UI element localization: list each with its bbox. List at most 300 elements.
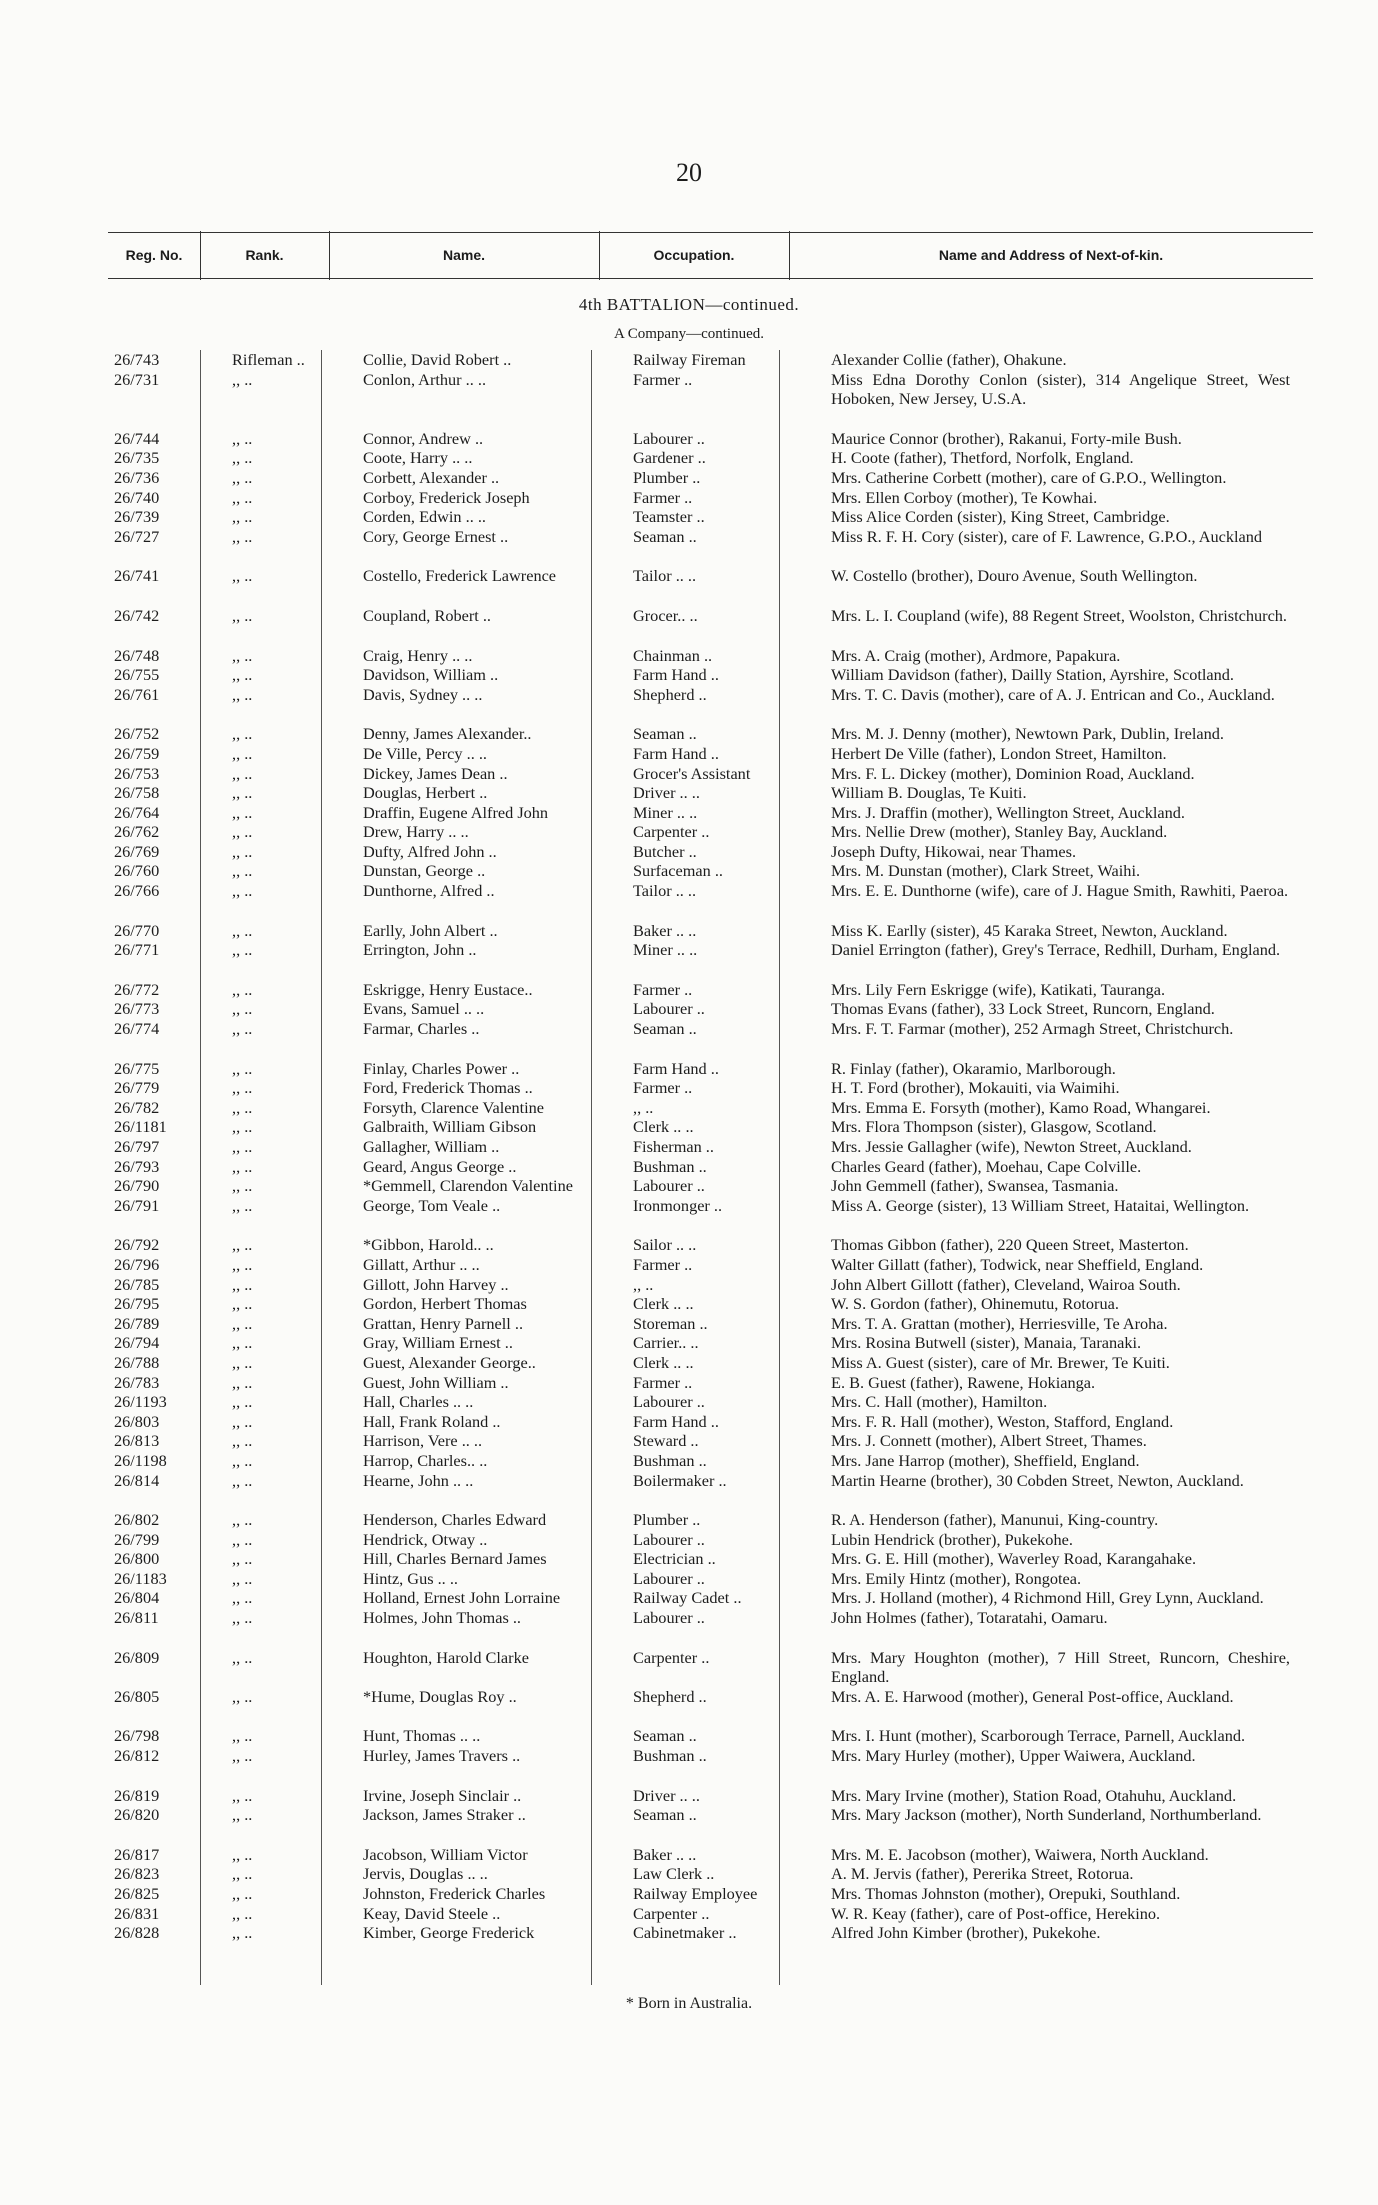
table-row bbox=[100, 1412, 1320, 1432]
occupation-cell: Plumber .. bbox=[633, 467, 701, 487]
reg-no-cell: 26/809 bbox=[114, 1647, 160, 1667]
name-cell: *Hume, Douglas Roy .. bbox=[363, 1686, 517, 1706]
table-row bbox=[100, 1137, 1320, 1157]
table-row bbox=[100, 1904, 1320, 1924]
rank-cell: ,, .. bbox=[232, 1058, 253, 1078]
next-of-kin-cell: Mrs. F. L. Dickey (mother), Dominion Road, Auckland. bbox=[831, 763, 1195, 783]
rank-cell: ,, .. bbox=[232, 861, 253, 881]
table-row bbox=[100, 1314, 1320, 1334]
rank-cell: ,, .. bbox=[232, 763, 253, 783]
next-of-kin-cell: Mrs. Flora Thompson (sister), Glasgow, Scotland. bbox=[831, 1117, 1157, 1137]
next-of-kin-cell: Miss Alice Corden (sister), King Street, Cambridge. bbox=[831, 507, 1170, 527]
nominal-roll-table bbox=[100, 350, 1320, 1943]
rank-cell: ,, .. bbox=[232, 1647, 253, 1667]
occupation-cell: Farm Hand .. bbox=[633, 665, 719, 685]
table-row bbox=[100, 1294, 1320, 1314]
reg-no-cell: 26/793 bbox=[114, 1156, 160, 1176]
occupation-cell: Railway Cadet .. bbox=[633, 1588, 742, 1608]
table-row bbox=[100, 1215, 1320, 1255]
reg-no-cell: 26/1198 bbox=[114, 1450, 167, 1470]
table-row bbox=[100, 1373, 1320, 1393]
name-cell: Holmes, John Thomas .. bbox=[363, 1608, 521, 1628]
reg-no-cell: 26/741 bbox=[114, 566, 160, 586]
rank-cell: ,, .. bbox=[232, 1392, 253, 1412]
next-of-kin-cell: Mrs. Rosina Butwell (sister), Manaia, Taranaki. bbox=[831, 1333, 1142, 1353]
name-cell: Draffin, Eugene Alfred John bbox=[363, 802, 549, 822]
reg-no-cell: 26/825 bbox=[114, 1884, 160, 1903]
next-of-kin-cell: Mrs. F. T. Farmar (mother), 252 Armagh Street, Christchurch. bbox=[831, 1019, 1234, 1039]
next-of-kin-cell: Miss A. George (sister), 13 William Street, Hataitai, Wellington. bbox=[831, 1195, 1250, 1215]
reg-no-cell: 26/782 bbox=[114, 1097, 160, 1117]
next-of-kin-cell: R. A. Henderson (father), Manunui, King-country. bbox=[831, 1510, 1159, 1530]
name-cell: Dunthorne, Alfred .. bbox=[363, 881, 495, 901]
header-name: Name. bbox=[442, 247, 486, 263]
occupation-cell: Carpenter .. bbox=[633, 1903, 710, 1923]
table-row bbox=[100, 1549, 1320, 1569]
name-cell: *Gemmell, Clarendon Valentine bbox=[363, 1176, 573, 1196]
reg-no-cell: 26/1181 bbox=[114, 1117, 167, 1137]
next-of-kin-cell: Mrs. M. E. Jacobson (mother), Waiwera, North Auckland. bbox=[831, 1844, 1209, 1864]
next-of-kin-cell: William B. Douglas, Te Kuiti. bbox=[831, 783, 1027, 803]
reg-no-cell: 26/775 bbox=[114, 1058, 160, 1078]
reg-no-cell: 26/811 bbox=[114, 1608, 159, 1628]
name-cell: Dufty, Alfred John .. bbox=[363, 841, 497, 861]
header-next-of-kin: Name and Address of Next-of-kin. bbox=[938, 247, 1164, 263]
next-of-kin-cell: Mrs. Ellen Corboy (mother), Te Kowhai. bbox=[831, 487, 1098, 507]
next-of-kin-cell: Mrs. J. Connett (mother), Albert Street, Thames. bbox=[831, 1431, 1147, 1451]
rank-cell: ,, .. bbox=[232, 566, 253, 586]
table-row bbox=[100, 744, 1320, 764]
next-of-kin-cell: W. Costello (brother), Douro Avenue, South Wellington. bbox=[831, 566, 1198, 586]
rank-cell: ,, .. bbox=[232, 448, 253, 468]
occupation-cell: Teamster .. bbox=[633, 507, 705, 527]
occupation-cell: ,, .. bbox=[633, 1274, 654, 1294]
reg-no-cell: 26/820 bbox=[114, 1805, 160, 1825]
next-of-kin-cell: W. R. Keay (father), care of Post-office, Herekino. bbox=[831, 1903, 1161, 1923]
reg-no-cell: 26/752 bbox=[114, 724, 160, 744]
occupation-cell: Fisherman .. bbox=[633, 1137, 714, 1156]
column-header bbox=[108, 232, 1313, 279]
rank-cell: ,, .. bbox=[232, 1686, 253, 1706]
table-row bbox=[100, 1766, 1320, 1806]
reg-no-cell: 26/748 bbox=[114, 645, 160, 665]
rank-cell: ,, .. bbox=[232, 1137, 253, 1156]
reg-no-cell: 26/770 bbox=[114, 920, 160, 940]
reg-no-cell: 26/762 bbox=[114, 822, 160, 842]
rank-cell: ,, .. bbox=[232, 1431, 253, 1451]
occupation-cell: Railway Fireman bbox=[633, 350, 746, 369]
name-cell: Craig, Henry .. .. bbox=[363, 645, 473, 665]
table-row bbox=[100, 370, 1320, 409]
rank-cell: ,, .. bbox=[232, 645, 253, 665]
occupation-cell: Driver .. .. bbox=[633, 783, 700, 803]
rank-cell: ,, .. bbox=[232, 1568, 253, 1588]
rank-cell: ,, .. bbox=[232, 369, 253, 389]
name-cell: Hall, Frank Roland .. bbox=[363, 1411, 501, 1431]
next-of-kin-cell: Mrs. J. Draffin (mother), Wellington Street, Auckland. bbox=[831, 802, 1185, 822]
table-row bbox=[100, 1530, 1320, 1550]
occupation-cell: Grocer.. .. bbox=[633, 605, 698, 625]
occupation-cell: Baker .. .. bbox=[633, 920, 697, 940]
reg-no-cell: 26/791 bbox=[114, 1195, 160, 1215]
occupation-cell: Labourer .. bbox=[633, 1392, 705, 1412]
occupation-cell: Bushman .. bbox=[633, 1746, 707, 1766]
rank-cell: ,, .. bbox=[232, 428, 253, 448]
reg-no-cell: 26/764 bbox=[114, 802, 160, 822]
rank-cell: ,, .. bbox=[232, 1726, 253, 1746]
reg-no-cell: 26/794 bbox=[114, 1333, 160, 1353]
name-cell: Corbett, Alexander .. bbox=[363, 467, 500, 487]
next-of-kin-cell: Thomas Evans (father), 33 Lock Street, Runcorn, England. bbox=[831, 999, 1215, 1019]
rank-cell: ,, .. bbox=[232, 881, 253, 901]
header-occupation: Occupation. bbox=[653, 247, 735, 263]
name-cell: Davis, Sydney .. .. bbox=[363, 684, 483, 704]
occupation-cell: Plumber .. bbox=[633, 1510, 701, 1530]
occupation-cell: Bushman .. bbox=[633, 1450, 707, 1470]
reg-no-cell: 26/823 bbox=[114, 1864, 160, 1884]
table-row bbox=[100, 1353, 1320, 1373]
table-row bbox=[100, 626, 1320, 666]
name-cell: Gray, William Ernest .. bbox=[363, 1333, 513, 1353]
name-cell: Johnston, Frederick Charles bbox=[363, 1884, 546, 1903]
rank-cell: ,, .. bbox=[232, 1333, 253, 1353]
table-row bbox=[100, 940, 1320, 960]
reg-no-cell: 26/795 bbox=[114, 1294, 160, 1314]
reg-no-cell: 26/798 bbox=[114, 1726, 160, 1746]
reg-no-cell: 26/743 bbox=[114, 350, 160, 369]
occupation-cell: Law Clerk .. bbox=[633, 1864, 715, 1884]
table-row bbox=[100, 1451, 1320, 1471]
name-cell: Finlay, Charles Power .. bbox=[363, 1058, 520, 1078]
table-row bbox=[100, 881, 1320, 901]
next-of-kin-cell: Maurice Connor (brother), Rakanui, Forty-mile Bush. bbox=[831, 428, 1182, 448]
table-row bbox=[100, 1706, 1320, 1746]
next-of-kin-cell: Mrs. Emily Hintz (mother), Rongotea. bbox=[831, 1568, 1082, 1588]
rank-cell: ,, .. bbox=[232, 920, 253, 940]
table-row bbox=[100, 665, 1320, 685]
rank-cell: ,, .. bbox=[232, 1746, 253, 1766]
rank-cell: ,, .. bbox=[232, 1019, 253, 1039]
name-cell: Holland, Ernest John Lorraine bbox=[363, 1588, 561, 1608]
next-of-kin-cell: H. T. Ford (brother), Mokauiti, via Waimihi. bbox=[831, 1078, 1120, 1098]
rank-cell: ,, .. bbox=[232, 1254, 253, 1274]
table-row bbox=[100, 783, 1320, 803]
next-of-kin-cell: Joseph Dufty, Hikowai, near Thames. bbox=[831, 841, 1077, 861]
table-row bbox=[100, 842, 1320, 862]
next-of-kin-cell: R. Finlay (father), Okaramio, Marlborough. bbox=[831, 1058, 1116, 1078]
table-row bbox=[100, 1196, 1320, 1216]
rank-cell: ,, .. bbox=[232, 822, 253, 842]
name-cell: Drew, Harry .. .. bbox=[363, 822, 469, 842]
name-cell: Hill, Charles Bernard James bbox=[363, 1549, 547, 1569]
reg-no-cell: 26/760 bbox=[114, 861, 160, 881]
next-of-kin-cell: Alfred John Kimber (brother), Pukekohe. bbox=[831, 1923, 1101, 1943]
name-cell: Hunt, Thomas .. .. bbox=[363, 1726, 481, 1746]
rank-cell: ,, .. bbox=[232, 1352, 253, 1372]
occupation-cell: Farm Hand .. bbox=[633, 1058, 719, 1078]
next-of-kin-cell: Martin Hearne (brother), 30 Cobden Street, Newton, Auckland. bbox=[831, 1470, 1244, 1490]
name-cell: Corden, Edwin .. .. bbox=[363, 507, 486, 527]
next-of-kin-cell: E. B. Guest (father), Rawene, Hokianga. bbox=[831, 1372, 1096, 1392]
occupation-cell: Labourer .. bbox=[633, 1176, 705, 1196]
rank-cell: ,, .. bbox=[232, 783, 253, 803]
occupation-cell: Labourer .. bbox=[633, 1529, 705, 1549]
name-cell: Galbraith, William Gibson bbox=[363, 1117, 537, 1137]
name-cell: Coote, Harry .. .. bbox=[363, 448, 473, 468]
reg-no-cell: 26/1183 bbox=[114, 1568, 167, 1588]
table-row bbox=[100, 1608, 1320, 1628]
name-cell: Hearne, John .. .. bbox=[363, 1470, 474, 1490]
reg-no-cell: 26/769 bbox=[114, 841, 160, 861]
next-of-kin-cell: Miss A. Guest (sister), care of Mr. Brewer, Te Kuiti. bbox=[831, 1352, 1170, 1372]
table-row bbox=[100, 960, 1320, 1000]
occupation-cell: Railway Employee bbox=[633, 1884, 758, 1903]
table-row bbox=[100, 1569, 1320, 1589]
rank-cell: ,, .. bbox=[232, 1274, 253, 1294]
rank-cell: ,, .. bbox=[232, 605, 253, 625]
reg-no-cell: 26/773 bbox=[114, 999, 160, 1019]
name-cell: Conlon, Arthur .. .. bbox=[363, 369, 487, 389]
occupation-cell: Seaman .. bbox=[633, 1019, 697, 1039]
next-of-kin-cell: Mrs. Jane Harrop (mother), Sheffield, England. bbox=[831, 1450, 1140, 1470]
name-cell: Eskrigge, Henry Eustace.. bbox=[363, 979, 533, 999]
next-of-kin-cell: Mrs. G. E. Hill (mother), Waverley Road, Karangahake. bbox=[831, 1549, 1197, 1569]
occupation-cell: Seaman .. bbox=[633, 724, 697, 744]
name-cell: Connor, Andrew .. bbox=[363, 428, 484, 448]
section-title: 4th BATTALION—continued. bbox=[578, 295, 800, 314]
table-row bbox=[100, 1490, 1320, 1530]
occupation-cell: Bushman .. bbox=[633, 1156, 707, 1176]
name-cell: Jervis, Douglas .. .. bbox=[363, 1864, 488, 1884]
rank-cell: ,, .. bbox=[232, 487, 253, 507]
table-row bbox=[100, 1628, 1320, 1687]
table-row bbox=[100, 999, 1320, 1019]
rank-cell: ,, .. bbox=[232, 467, 253, 487]
rank-cell: ,, .. bbox=[232, 1470, 253, 1490]
name-cell: Corboy, Frederick Joseph bbox=[363, 487, 530, 507]
reg-no-cell: 26/831 bbox=[114, 1903, 160, 1923]
name-cell: Ford, Frederick Thomas .. bbox=[363, 1078, 533, 1098]
name-cell: Dunstan, George .. bbox=[363, 861, 486, 881]
next-of-kin-cell: Lubin Hendrick (brother), Pukekohe. bbox=[831, 1529, 1073, 1549]
rank-cell: ,, .. bbox=[232, 684, 253, 704]
reg-no-cell: 26/788 bbox=[114, 1352, 160, 1372]
reg-no-cell: 26/771 bbox=[114, 940, 160, 960]
occupation-cell: Gardener .. bbox=[633, 448, 706, 468]
rank-cell: ,, .. bbox=[232, 841, 253, 861]
name-cell: Henderson, Charles Edward bbox=[363, 1510, 547, 1530]
rank-cell: ,, .. bbox=[232, 1372, 253, 1392]
name-cell: Houghton, Harold Clarke bbox=[363, 1647, 529, 1667]
next-of-kin-cell: Mrs. M. J. Denny (mother), Newtown Park, Dublin, Ireland. bbox=[831, 724, 1224, 744]
occupation-cell: ,, .. bbox=[633, 1097, 654, 1117]
occupation-cell: Electrician .. bbox=[633, 1549, 716, 1569]
name-cell: George, Tom Veale .. bbox=[363, 1195, 501, 1215]
rank-cell: ,, .. bbox=[232, 1608, 253, 1628]
name-cell: Irvine, Joseph Sinclair .. bbox=[363, 1785, 522, 1805]
next-of-kin-cell: Mrs. I. Hunt (mother), Scarborough Terrace, Parnell, Auckland. bbox=[831, 1726, 1246, 1746]
next-of-kin-cell: W. S. Gordon (father), Ohinemutu, Rotorua. bbox=[831, 1294, 1119, 1314]
rank-cell: ,, .. bbox=[232, 1549, 253, 1569]
header-rank: Rank. bbox=[245, 247, 284, 263]
rank-cell: ,, .. bbox=[232, 1805, 253, 1825]
name-cell: Douglas, Herbert .. bbox=[363, 783, 488, 803]
footnote: * Born in Australia. bbox=[625, 1995, 753, 2012]
table-row bbox=[100, 1431, 1320, 1451]
table-row bbox=[100, 901, 1320, 941]
rank-cell: Rifleman .. bbox=[232, 350, 305, 369]
name-cell: Errington, John .. bbox=[363, 940, 477, 960]
next-of-kin-cell: Mrs. Catherine Corbett (mother), care of G.P.O., Wellington. bbox=[831, 467, 1227, 487]
rank-cell: ,, .. bbox=[232, 1510, 253, 1530]
reg-no-cell: 26/731 bbox=[114, 369, 160, 389]
next-of-kin-cell: Mrs. C. Hall (mother), Hamilton. bbox=[831, 1392, 1048, 1412]
rank-cell: ,, .. bbox=[232, 724, 253, 744]
table-row bbox=[100, 546, 1320, 586]
table-row bbox=[100, 1825, 1320, 1865]
next-of-kin-cell: Daniel Errington (father), Grey's Terrace, Redhill, Durham, England. bbox=[831, 940, 1281, 960]
name-cell: Jacobson, William Victor bbox=[363, 1844, 528, 1864]
table-row bbox=[100, 1117, 1320, 1137]
rank-cell: ,, .. bbox=[232, 1156, 253, 1176]
rank-cell: ,, .. bbox=[232, 940, 253, 960]
table-row bbox=[100, 1019, 1320, 1039]
table-row bbox=[100, 527, 1320, 547]
name-cell: Harrop, Charles.. .. bbox=[363, 1450, 488, 1470]
occupation-cell: Farmer .. bbox=[633, 369, 693, 389]
occupation-cell: Tailor .. .. bbox=[633, 881, 697, 901]
rank-cell: ,, .. bbox=[232, 1078, 253, 1098]
next-of-kin-cell: A. M. Jervis (father), Pererika Street, Rotorua. bbox=[831, 1864, 1134, 1884]
reg-no-cell: 26/817 bbox=[114, 1844, 160, 1864]
rank-cell: ,, .. bbox=[232, 743, 253, 763]
reg-no-cell: 26/779 bbox=[114, 1078, 160, 1098]
name-cell: De Ville, Percy .. .. bbox=[363, 743, 487, 763]
next-of-kin-cell: Mrs. E. E. Dunthorne (wife), care of J. Hague Smith, Rawhiti, Paeroa. bbox=[831, 881, 1289, 901]
name-cell: Dickey, James Dean .. bbox=[363, 763, 508, 783]
name-cell: Guest, John William .. bbox=[363, 1372, 509, 1392]
reg-no-cell: 26/744 bbox=[114, 428, 160, 448]
occupation-cell: Carpenter .. bbox=[633, 822, 710, 842]
table-row bbox=[100, 803, 1320, 823]
table-row bbox=[100, 1039, 1320, 1079]
table-row bbox=[100, 1275, 1320, 1295]
occupation-cell: Butcher .. bbox=[633, 841, 697, 861]
table-row bbox=[100, 1746, 1320, 1766]
occupation-cell: Tailor .. .. bbox=[633, 566, 697, 586]
name-cell: Grattan, Henry Parnell .. bbox=[363, 1313, 524, 1333]
occupation-cell: Labourer .. bbox=[633, 428, 705, 448]
table-row bbox=[100, 861, 1320, 881]
table-row bbox=[100, 764, 1320, 784]
next-of-kin-cell: Alexander Collie (father), Ohakune. bbox=[831, 350, 1067, 369]
next-of-kin-cell: Mrs. M. Dunstan (mother), Clark Street, Waihi. bbox=[831, 861, 1141, 881]
name-cell: Evans, Samuel .. .. bbox=[363, 999, 485, 1019]
next-of-kin-cell: Thomas Gibbon (father), 220 Queen Street, Masterton. bbox=[831, 1235, 1189, 1255]
next-of-kin-cell: William Davidson (father), Dailly Station, Ayrshire, Scotland. bbox=[831, 665, 1234, 685]
table-row bbox=[100, 1805, 1320, 1825]
name-cell: *Gibbon, Harold.. .. bbox=[363, 1235, 494, 1255]
name-cell: Gillott, John Harvey .. bbox=[363, 1274, 509, 1294]
rank-cell: ,, .. bbox=[232, 665, 253, 685]
next-of-kin-cell: Mrs. Emma E. Forsyth (mother), Kamo Road, Whangarei. bbox=[831, 1097, 1211, 1117]
name-cell: Keay, David Steele .. bbox=[363, 1903, 501, 1923]
reg-no-cell: 26/766 bbox=[114, 881, 160, 901]
name-cell: Costello, Frederick Lawrence bbox=[363, 566, 557, 586]
occupation-cell: Boilermaker .. bbox=[633, 1470, 727, 1490]
table-row bbox=[100, 1884, 1320, 1904]
next-of-kin-cell: Mrs. T. A. Grattan (mother), Herriesville, Te Aroha. bbox=[831, 1313, 1168, 1333]
reg-no-cell: 26/800 bbox=[114, 1549, 160, 1569]
occupation-cell: Farmer .. bbox=[633, 1078, 693, 1098]
reg-no-cell: 26/736 bbox=[114, 467, 160, 487]
next-of-kin-cell: Mrs. A. Craig (mother), Ardmore, Papakura. bbox=[831, 645, 1121, 665]
table-row bbox=[100, 409, 1320, 449]
rank-cell: ,, .. bbox=[232, 1411, 253, 1431]
reg-no-cell: 26/828 bbox=[114, 1923, 160, 1943]
reg-no-cell: 26/785 bbox=[114, 1274, 160, 1294]
occupation-cell: Farm Hand .. bbox=[633, 1411, 719, 1431]
reg-no-cell: 26/727 bbox=[114, 526, 160, 546]
reg-no-cell: 26/804 bbox=[114, 1588, 160, 1608]
occupation-cell: Labourer .. bbox=[633, 1568, 705, 1588]
occupation-cell: Farmer .. bbox=[633, 1254, 693, 1274]
rank-cell: ,, .. bbox=[232, 1097, 253, 1117]
occupation-cell: Driver .. .. bbox=[633, 1785, 700, 1805]
next-of-kin-cell: Mrs. A. E. Harwood (mother), General Post-office, Auckland. bbox=[831, 1686, 1234, 1706]
name-cell: Farmar, Charles .. bbox=[363, 1019, 480, 1039]
rank-cell: ,, .. bbox=[232, 1529, 253, 1549]
table-row bbox=[100, 822, 1320, 842]
next-of-kin-cell: Charles Geard (father), Moehau, Cape Colville. bbox=[831, 1156, 1142, 1176]
next-of-kin-cell: Mrs. Mary Jackson (mother), North Sunderland, Northumberland. bbox=[831, 1805, 1262, 1825]
rank-cell: ,, .. bbox=[232, 1235, 253, 1255]
name-cell: Geard, Angus George .. bbox=[363, 1156, 517, 1176]
occupation-cell: Farmer .. bbox=[633, 1372, 693, 1392]
occupation-cell: Cabinetmaker .. bbox=[633, 1923, 737, 1943]
next-of-kin-cell: Miss K. Earlly (sister), 45 Karaka Street, Newton, Auckland. bbox=[831, 920, 1228, 940]
table-row bbox=[100, 1392, 1320, 1412]
occupation-cell: Sailor .. .. bbox=[633, 1235, 697, 1255]
next-of-kin-cell: H. Coote (father), Thetford, Norfolk, England. bbox=[831, 448, 1134, 468]
rank-cell: ,, .. bbox=[232, 802, 253, 822]
page-number: 20 bbox=[676, 158, 702, 187]
table-row bbox=[100, 468, 1320, 488]
rank-cell: ,, .. bbox=[232, 1903, 253, 1923]
table-row bbox=[100, 1687, 1320, 1707]
rank-cell: ,, .. bbox=[232, 1844, 253, 1864]
table-row bbox=[100, 1923, 1320, 1943]
reg-no-cell: 26/772 bbox=[114, 979, 160, 999]
next-of-kin-cell: Mrs. L. I. Coupland (wife), 88 Regent Street, Woolston, Christchurch. bbox=[831, 605, 1288, 625]
reg-no-cell: 26/1193 bbox=[114, 1392, 167, 1412]
occupation-cell: Farmer .. bbox=[633, 979, 693, 999]
occupation-cell: Labourer .. bbox=[633, 1608, 705, 1628]
reg-no-cell: 26/799 bbox=[114, 1529, 160, 1549]
table-row bbox=[100, 1098, 1320, 1118]
name-cell: Kimber, George Frederick bbox=[363, 1923, 535, 1943]
table-row bbox=[100, 488, 1320, 508]
name-cell: Guest, Alexander George.. bbox=[363, 1352, 536, 1372]
rank-cell: ,, .. bbox=[232, 1864, 253, 1884]
reg-no-cell: 26/755 bbox=[114, 665, 160, 685]
name-cell: Hall, Charles .. .. bbox=[363, 1392, 474, 1412]
reg-no-cell: 26/803 bbox=[114, 1411, 160, 1431]
rank-cell: ,, .. bbox=[232, 1923, 253, 1943]
reg-no-cell: 26/742 bbox=[114, 605, 160, 625]
rank-cell: ,, .. bbox=[232, 1884, 253, 1903]
next-of-kin-cell: Walter Gillatt (father), Todwick, near Sheffield, England. bbox=[831, 1254, 1204, 1274]
